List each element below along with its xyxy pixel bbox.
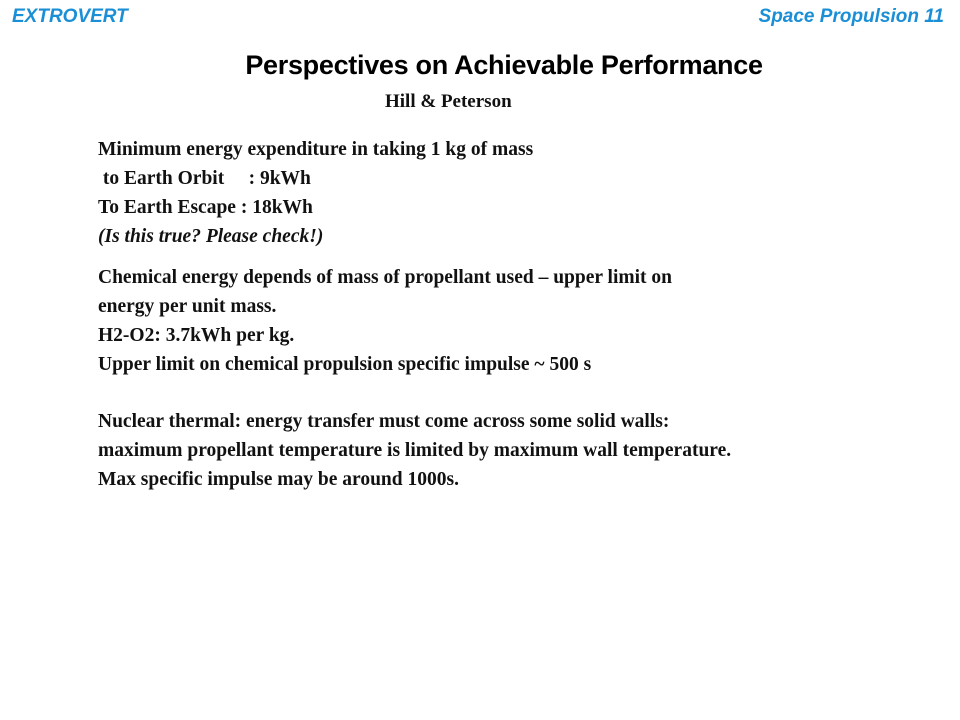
nuclear-line-1: Nuclear thermal: energy transfer must come across some solid walls:	[98, 411, 670, 432]
energy-expenditure-block	[98, 135, 533, 251]
nuclear-thermal-block	[98, 407, 731, 494]
header-left-label: EXTROVERT	[12, 6, 128, 27]
nuclear-line-2: maximum propellant temperature is limited by maximum wall temperature.	[98, 440, 732, 461]
header-right-label: Space Propulsion 11	[758, 6, 944, 27]
energy-line-3: To Earth Escape : 18kWh	[98, 197, 313, 218]
energy-line-1: Minimum energy expenditure in taking 1 kg of mass	[98, 139, 534, 160]
chemical-line-2: energy per unit mass.	[98, 296, 277, 317]
slide-title: Perspectives on Achievable Performance	[245, 50, 763, 80]
chemical-line-1: Chemical energy depends of mass of propellant used – upper limit on	[98, 267, 673, 288]
chemical-energy-block	[98, 263, 672, 379]
energy-line-4: (Is this true? Please check!)	[98, 226, 324, 247]
nuclear-line-3: Max specific impulse may be around 1000s.	[98, 469, 459, 490]
chemical-line-3: H2-O2: 3.7kWh per kg.	[98, 325, 295, 346]
slide-subtitle: Hill & Peterson	[385, 91, 512, 112]
energy-line-2: to Earth Orbit : 9kWh	[98, 168, 311, 189]
chemical-line-4: Upper limit on chemical propulsion specific impulse ~ 500 s	[98, 354, 592, 375]
